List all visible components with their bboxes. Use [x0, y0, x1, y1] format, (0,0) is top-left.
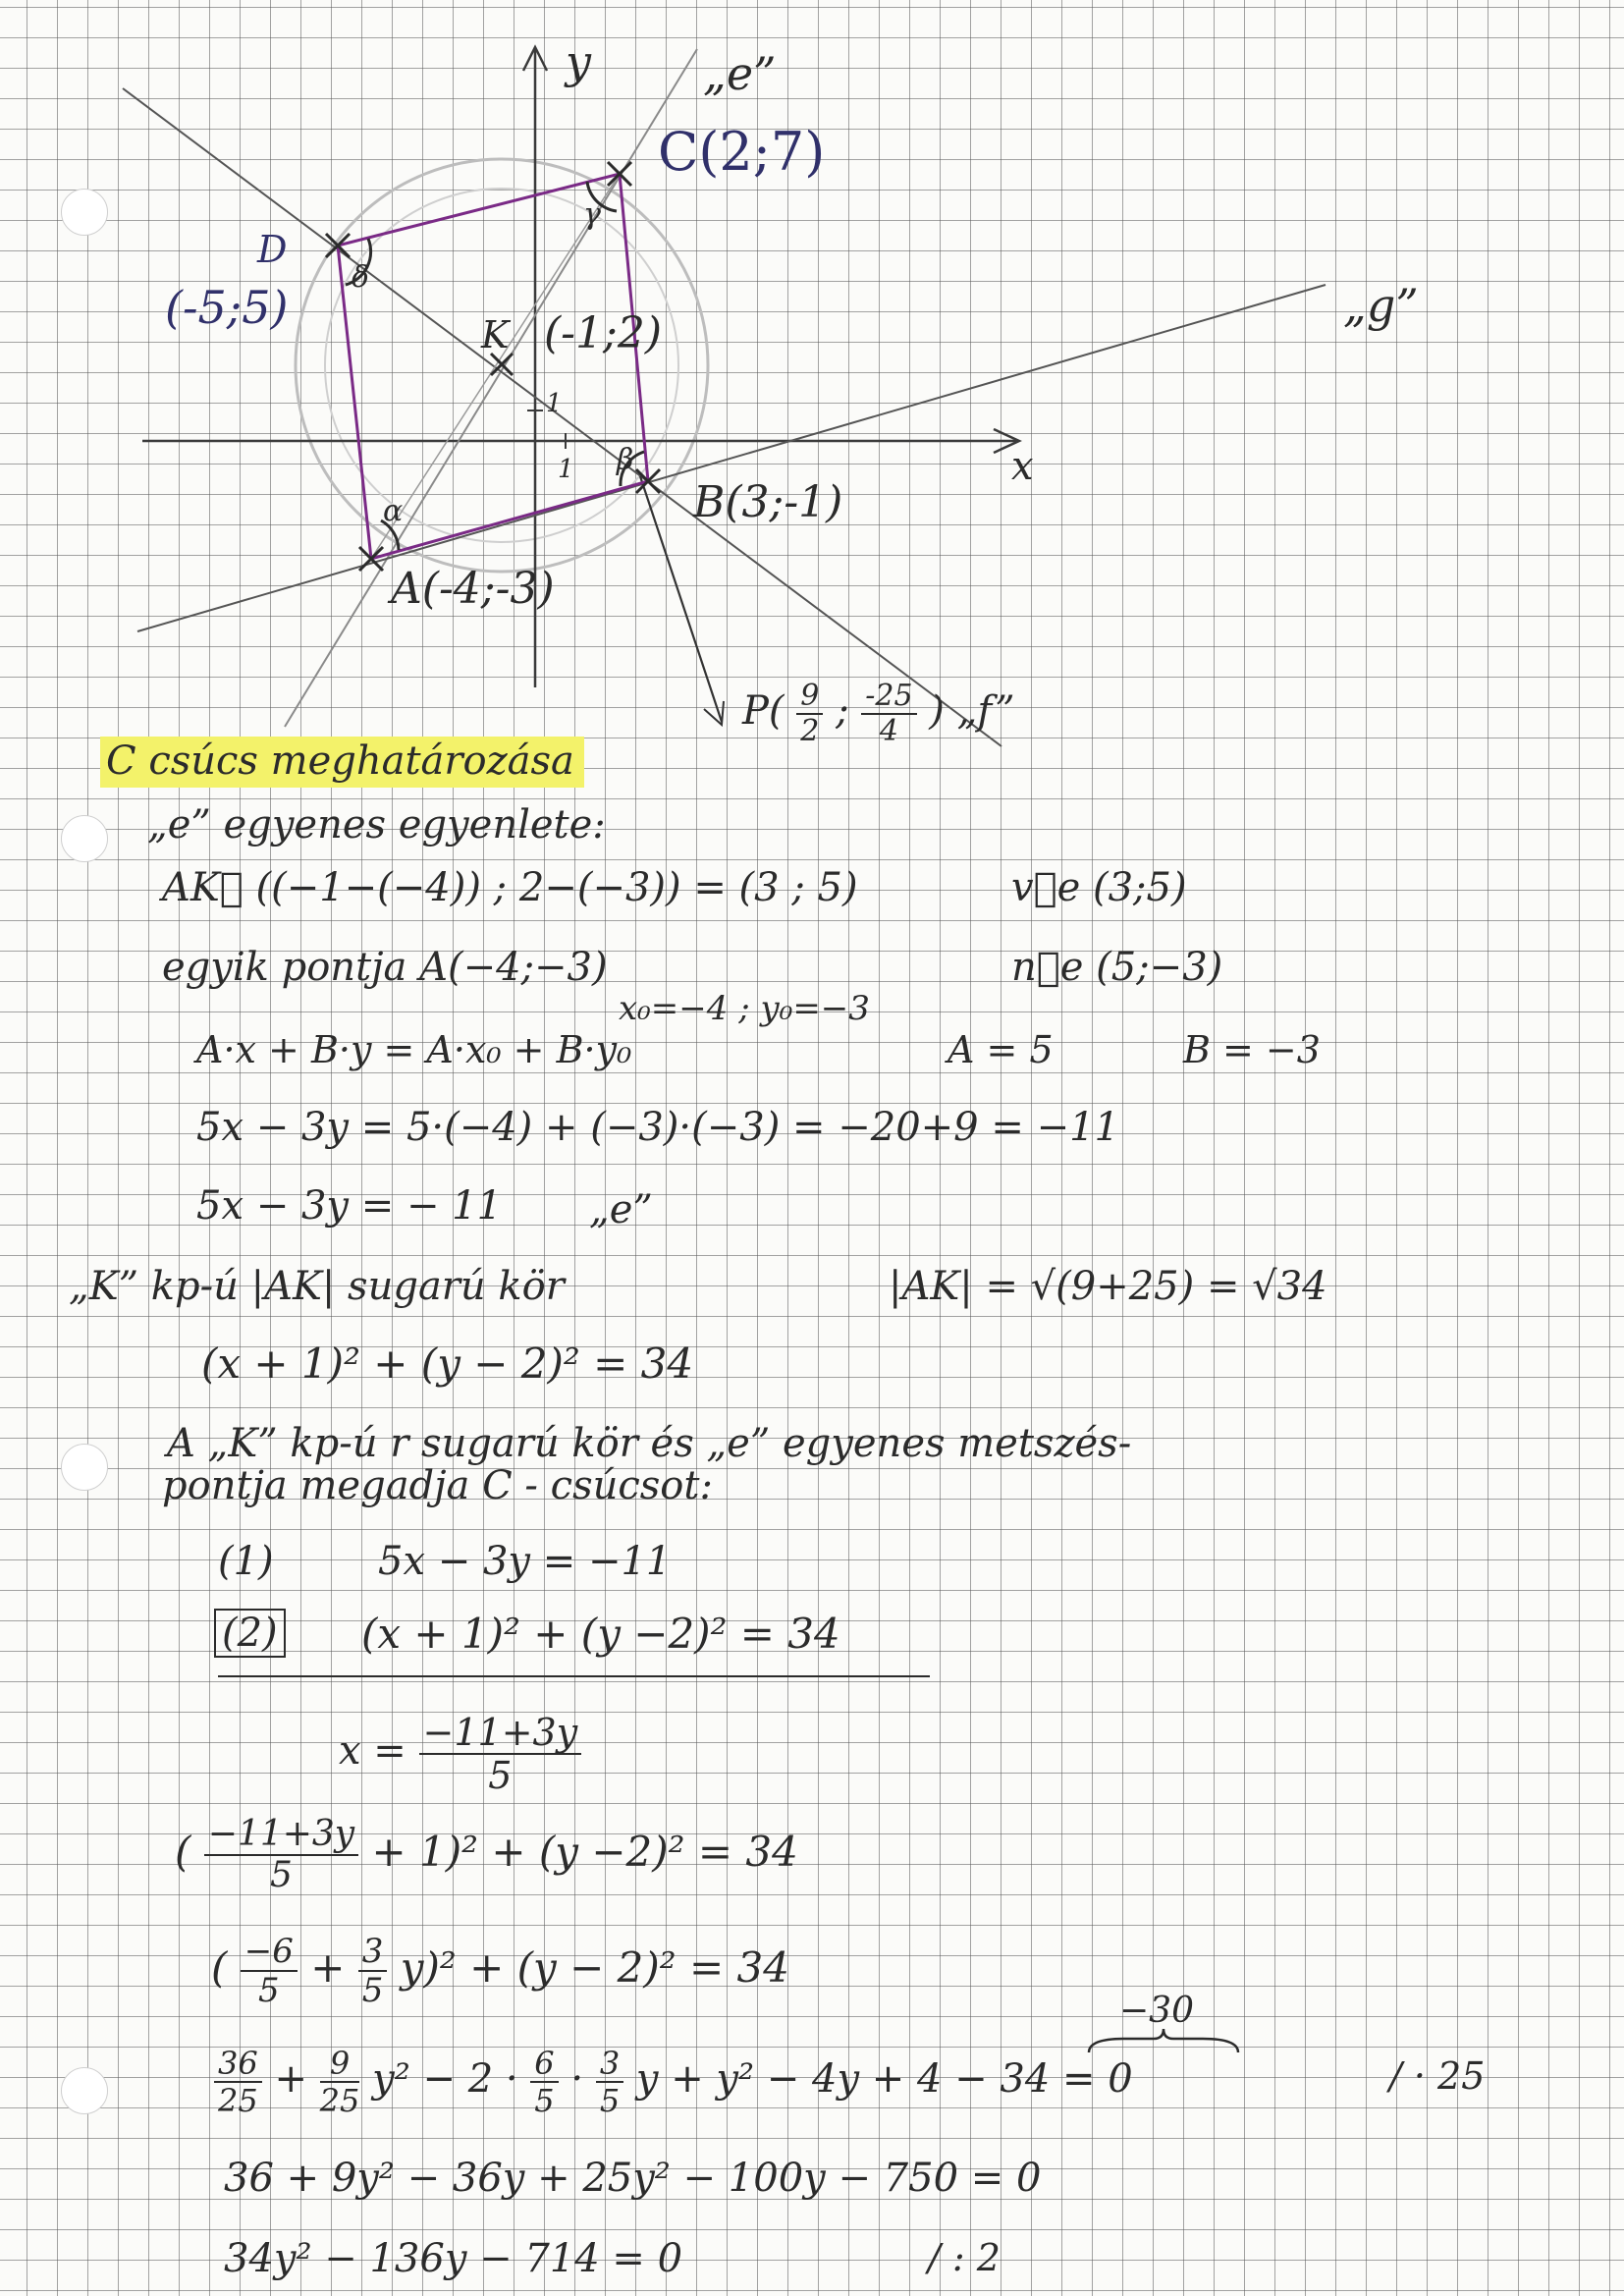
eq1-label: (1)	[218, 1539, 274, 1584]
punch-hole	[61, 2067, 108, 2114]
expanded-line: $\frac{36}{25}$ + $\frac{9}{25}$ y² − 2 · $\frac{6}{5}$ · $\frac{3}{5}$ y + y² − 4y + 4 − 34 = 0	[214, 2048, 1133, 2116]
eq1: 5x − 3y = −11	[378, 1539, 672, 1584]
line-label-e: „e”	[703, 47, 777, 100]
p-close: )	[929, 688, 945, 734]
angle-gamma: γ	[583, 197, 601, 232]
note-line-10: A „K” kp-ú r sugarú kör és „e” egyenes metszés-	[167, 1421, 1132, 1466]
section-heading	[100, 738, 584, 784]
note-line-5c: B = −3	[1183, 1028, 1321, 1071]
p-open: P(	[742, 688, 785, 734]
point-label-d-letter: D	[257, 228, 288, 271]
point-label-b: B(3;-1)	[693, 477, 843, 527]
note-line-2a: AK⃗ ((−1−(−4)) ; 2−(−3)) = (3 ; 5)	[162, 865, 858, 910]
point-label-d-coords: (-5;5)	[165, 281, 289, 334]
quadratic-line: 34y² − 136y − 714 = 0	[224, 2236, 683, 2281]
point-label-k-coords: (-1;2)	[544, 308, 663, 358]
heading-highlight: C csúcs meghatározása	[100, 737, 584, 788]
note-line-3b: n⃗e (5;−3)	[1011, 945, 1223, 990]
simplified-line: ( $\frac{-6}{5}$ + $\frac{3}{5}$ y)² + (y − 2)² = 34	[211, 1932, 789, 2010]
tick-label-y: 1	[546, 389, 563, 418]
note-line-8b: |AK| = √(9+25) = √34	[889, 1264, 1327, 1309]
note-line-9: (x + 1)² + (y − 2)² = 34	[201, 1339, 694, 1388]
brace-label: −30	[1119, 1991, 1194, 2031]
note-line-5a: A·x + B·y = A·x₀ + B·y₀	[196, 1028, 632, 1071]
note-line-5b: A = 5	[947, 1028, 1054, 1071]
angle-delta: δ	[352, 260, 370, 295]
x-expression: x = $\frac{-11+3y}{5}$	[339, 1714, 581, 1794]
axis-label-y: y	[566, 35, 591, 88]
coordinate-sketch	[0, 0, 1624, 766]
punch-hole	[61, 815, 108, 862]
angle-beta: β	[617, 443, 634, 477]
angle-alpha: α	[383, 494, 404, 528]
note-line-7b: „e”	[589, 1187, 653, 1232]
multiply-op: / · 25	[1389, 2054, 1486, 2098]
line-g	[137, 281, 1326, 631]
system-underline	[218, 1675, 930, 1677]
note-line-8a: „K” kp-ú |AK| sugarú kör	[69, 1264, 565, 1309]
note-line-6: 5x − 3y = 5·(−4) + (−3)·(−3) = −20+9 = −11	[196, 1105, 1119, 1150]
point-label-c: C(2;7)	[658, 121, 826, 183]
note-line-1: „e” egyenes egyenlete:	[147, 802, 606, 847]
line-label-f: „f”	[956, 688, 1015, 734]
expanded-line-2: 36 + 9y² − 36y + 25y² − 100y − 750 = 0	[224, 2156, 1042, 2201]
punch-hole	[61, 1444, 108, 1491]
note-line-3a: egyik pontja A(−4;−3)	[162, 945, 608, 990]
eq2-label: (2)	[214, 1613, 286, 1653]
point-label-p	[742, 679, 1015, 748]
axis-label-x: x	[1011, 444, 1034, 489]
line-e	[285, 49, 697, 727]
line-label-g: „g”	[1343, 279, 1419, 332]
eq2: (x + 1)² + (y −2)² = 34	[361, 1610, 840, 1658]
p-x-fraction: $\frac{9}{2}$	[796, 682, 823, 746]
p-sep: ;	[836, 688, 849, 734]
note-line-7a: 5x − 3y = − 11	[196, 1183, 503, 1229]
point-label-k-letter: K	[481, 313, 510, 356]
note-line-11: pontja megadja C - csúcsot:	[162, 1463, 713, 1508]
sub-fraction: $\frac{-11+3y}{5}$	[204, 1817, 358, 1893]
note-line-4: x₀=−4 ; y₀=−3	[619, 989, 870, 1028]
tick-label-x: 1	[558, 455, 574, 484]
point-label-a: A(-4;-3)	[391, 564, 555, 614]
divide-op: / : 2	[928, 2236, 1001, 2279]
x-fraction: $\frac{-11+3y}{5}$	[419, 1714, 582, 1794]
note-line-2b: v⃗e (3;5)	[1011, 865, 1187, 910]
p-y-fraction: $\frac{-25}{4}$	[861, 682, 916, 746]
substitution-line: ( $\frac{-11+3y}{5}$ + 1)² + (y −2)² = 34	[175, 1814, 798, 1895]
